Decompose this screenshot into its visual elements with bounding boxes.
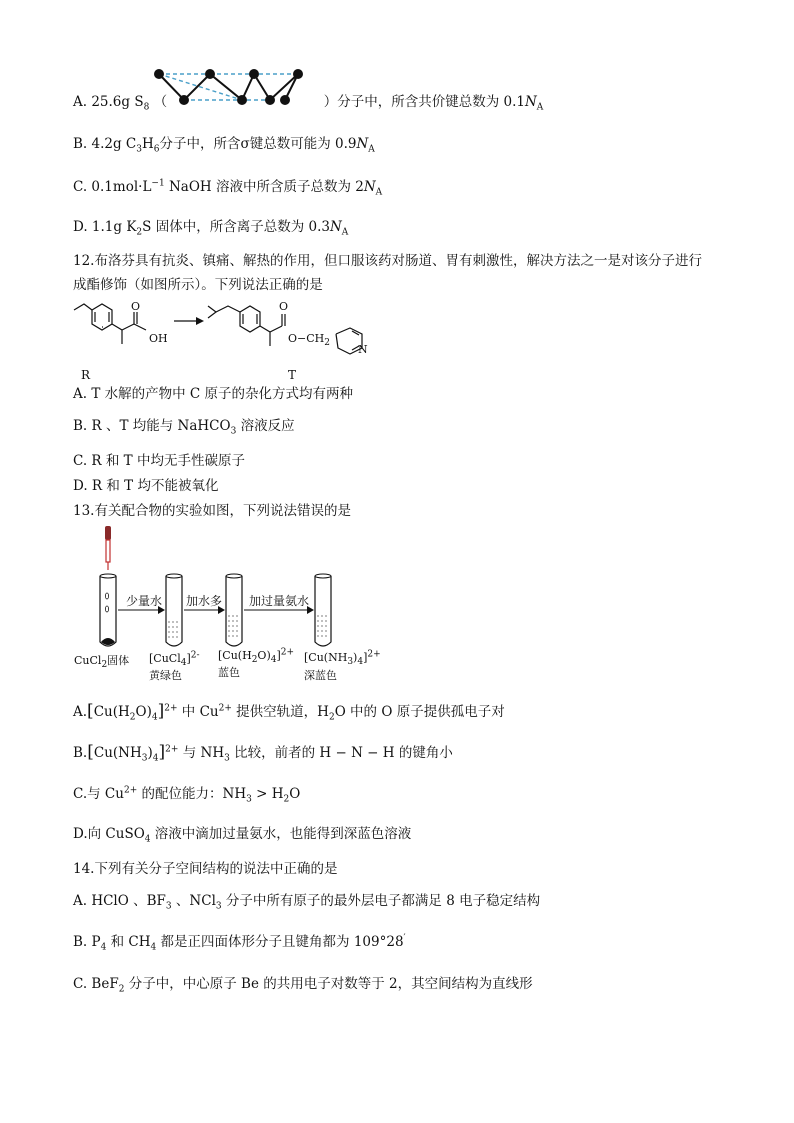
q14-stem: 14.下列有关分子空间结构的说法中正确的是 [73, 861, 338, 877]
label-blue: 蓝色 [218, 666, 240, 679]
q12-stem-line2: 成酯修饰（如图所示）。下列说法正确的是 [73, 277, 323, 293]
t-ester-o-ch2: $O-CH_2$ [288, 332, 330, 349]
label-deep-blue: 深蓝色 [304, 669, 337, 682]
q12-option-c: C. R 和 T 中均无手性碳原子 [73, 453, 245, 469]
label-cucl4: [CuCl$_4$]$^{2-}$ [149, 650, 200, 669]
q11-option-d: D. 1.1g $K_2S$ 固体中，所含离子总数为 $0.3N_A$ [73, 219, 349, 238]
label-r: R [81, 368, 91, 382]
r-hydroxyl: OH [149, 332, 168, 345]
q14-option-b: B. $P_4$ 和 $CH_4$ 都是正四面体形分子且键角都为 109°28′ [73, 933, 406, 953]
label-cu-h2o4: $[Cu(H_2O)_4]^{2+}$ [218, 647, 295, 666]
label-yellow-green: 黄绿色 [149, 669, 182, 682]
q13-option-b: $B.[Cu(NH_3)_4]^{2+}$ 与 $NH_3$ 比较，前者的 H − N − H 的键角小 [73, 742, 453, 764]
dropper-icon [105, 526, 111, 570]
r-carbonyl-o: O [131, 300, 141, 313]
label-t: T [288, 368, 297, 382]
arrow-label-more-water: 加水多 [186, 594, 223, 608]
complex-experiment-diagram [72, 526, 392, 656]
reaction-arrow [174, 316, 204, 326]
q14-option-a: A. HClO 、$BF_3$ 、NCl$_3$ 分子中所有原子的最外层电子都满足 8 电子稳定结构 [73, 893, 541, 912]
t-carbonyl-o: O [279, 300, 289, 313]
q13-option-d: D.向 CuSO$_4$ 溶液中滴加过量氨水，也能得到深蓝色溶液 [73, 826, 412, 845]
q13-option-c: C.与 $Cu^{2+}$ 的配位能力：$NH_3 > H_2O$ [73, 785, 301, 805]
q13-option-a: $A.[Cu(H_2O)_4]^{2+}$ 中 $Cu^{2+}$ 提供空轨道，$H_2O$ 中的 O 原子提供孤电子对 [73, 701, 505, 723]
pyridine-n: N [358, 343, 368, 356]
arrow-label-little-water: 少量水 [126, 594, 163, 608]
q12-option-a: A. T 水解的产物中 C 原子的杂化方式均有两种 [73, 386, 354, 402]
q14-option-c: C. BeF$_2$ 分子中，中心原子 Be 的共用电子对数等于 2，其空间结构为直线形 [73, 976, 533, 995]
q11-option-b: B. 4.2g $C_3H_6$分子中，所含σ键总数可能为 $0.9N_A$ [73, 136, 375, 155]
q12-stem-line1: 12.布洛芬具有抗炎、镇痛、解热的作用，但口服该药对肠道、胃有刺激性，解决方法之一是对该分子进行 [73, 253, 702, 269]
label-cucl2-solid: CuCl$_2$固体 [74, 654, 130, 671]
label-cu-nh3-4: $[Cu(NH_3)_4]^{2+}$ [304, 649, 381, 668]
arrow-label-excess-ammonia: 加过量氨水 [249, 594, 310, 608]
s8-crown-structure [150, 66, 310, 108]
q11-option-c: C. $0.1mol\cdot L^{-1}$ NaOH 溶液中所含质子总数为 $2N_A$ [73, 178, 383, 198]
q12-option-b: B. R 、T 均能与 NaHCO$_3$ 溶液反应 [73, 418, 295, 437]
q12-option-d: D. R 和 T 均不能被氧化 [73, 478, 219, 494]
q11-option-a: A. 25.6g $S_8$ （ ）分子中，所含共价键总数为 $0.1N_A$ [73, 94, 544, 113]
q13-stem: 13.有关配合物的实验如图，下列说法错误的是 [73, 503, 351, 519]
